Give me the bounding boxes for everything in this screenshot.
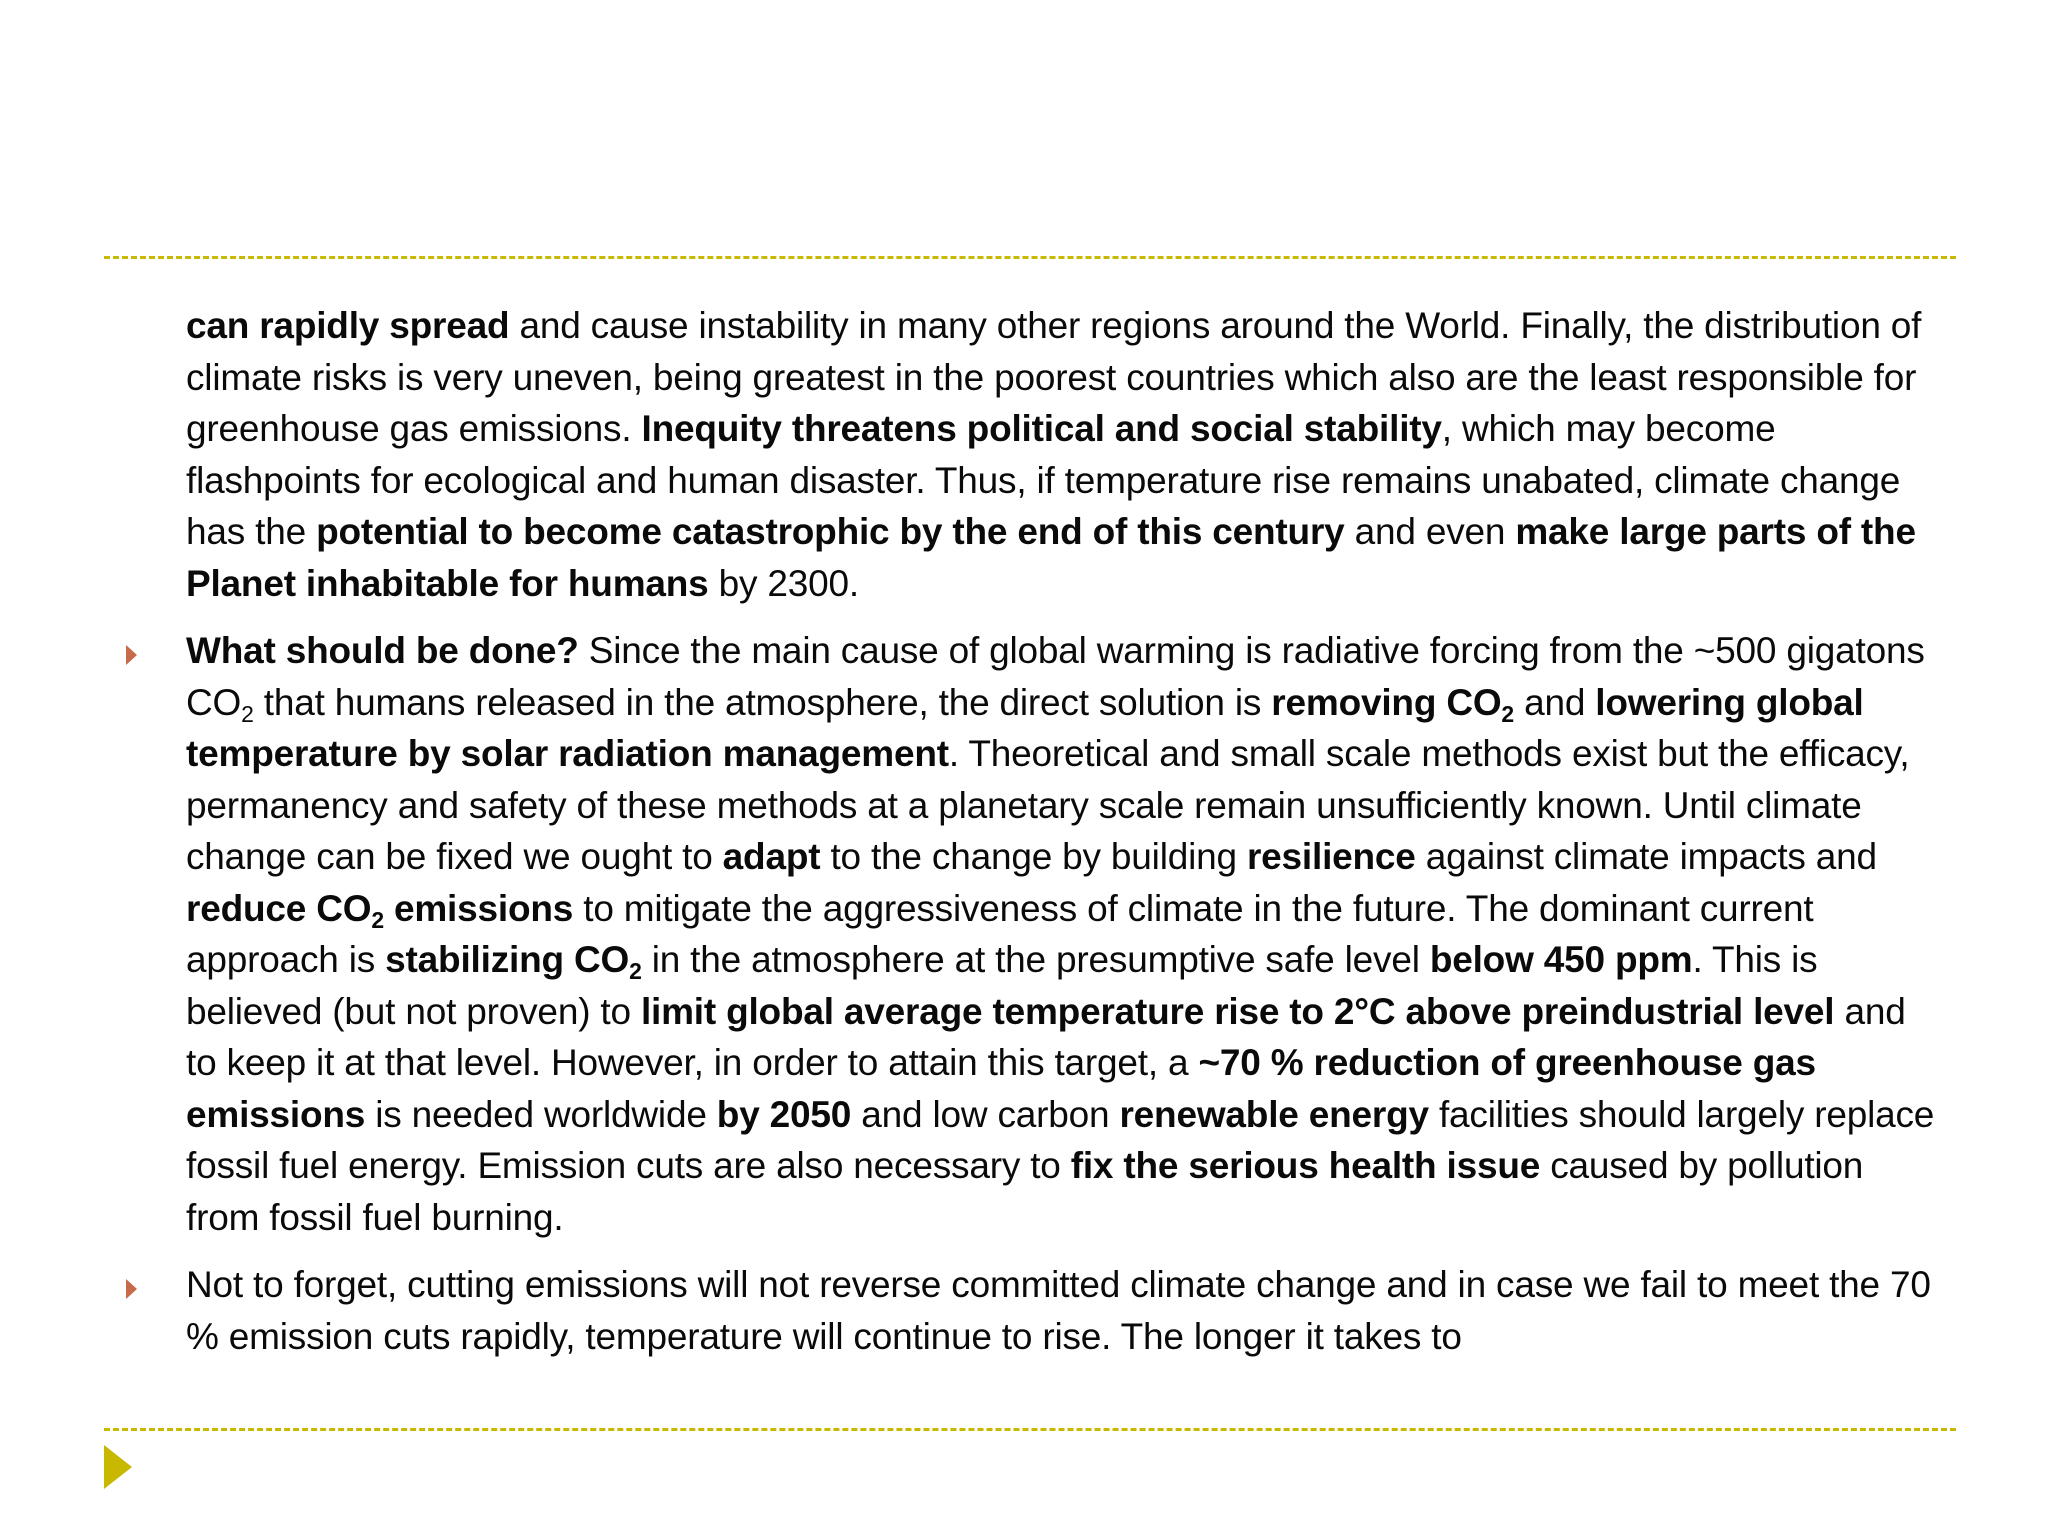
text-run: that humans released in the atmosphere, the direct solution is: [253, 681, 1272, 723]
bottom-divider: [104, 1428, 1956, 1431]
bold-text: lowering global temperature by solar radiation management: [186, 681, 1864, 774]
text-run: . Theoretical and small scale methods exist but the efficacy, permanency and safety of these methods at a planetary scale remain unsufficiently known. Until climate change can be fixed we ought to: [186, 733, 1910, 877]
bold-text: by 2050: [716, 1093, 852, 1135]
bold-text: potential to become catastrophic by the end of this century: [316, 511, 1345, 552]
text-run: and cause instability in many other regions around the World. Finally, the distribution of climate risks is very uneven, being greatest in the poorest countries which also are the least responsible for greenhouse gas emissions.: [186, 305, 1922, 449]
next-slide-arrow-icon[interactable]: [104, 1445, 132, 1489]
bold-text: can rapidly spread: [186, 305, 510, 346]
subscript-text: 2: [371, 906, 384, 933]
text-run: and: [1513, 681, 1596, 723]
triangle-right-bullet-icon: [126, 1279, 137, 1299]
text-run: and to keep it at that level. However, in order to attain this target, a: [186, 990, 1906, 1083]
bold-text: limit global average temperature rise to 2°C above preindustrial level: [640, 990, 1835, 1032]
text-run: Not to forget, cutting emissions will not reverse committed climate change and in case we fail to meet the 70 % emission cuts rapidly, temperature will continue to rise. The longer it takes to: [186, 1264, 1931, 1357]
bold-text: renewable energy: [1119, 1093, 1429, 1135]
subscript-text: 2: [629, 957, 642, 984]
text-run: is needed worldwide: [365, 1093, 717, 1135]
text-run: caused by pollution from fossil fuel burning.: [186, 1145, 1864, 1238]
bold-text: emissions: [383, 887, 574, 929]
bold-text: reduce CO: [186, 887, 372, 929]
subscript-text: 2: [241, 700, 254, 727]
bold-text: fix the serious health issue: [1070, 1145, 1541, 1186]
body-paragraph: [104, 625, 1944, 1243]
text-run: against climate impacts and: [1415, 836, 1877, 877]
bold-text: Inequity threatens political and social stability: [641, 408, 1442, 449]
body-paragraph: [104, 300, 1944, 609]
bold-text: removing CO: [1271, 681, 1502, 723]
text-run: by 2300.: [708, 562, 859, 604]
text-run: , which may become flashpoints for ecological and human disaster. Thus, if temperature rise remains unabated, climate change has the: [186, 408, 1901, 552]
bold-text: stabilizing CO: [385, 939, 630, 980]
bold-text: resilience: [1246, 836, 1416, 877]
bold-text: make large parts of the Planet inhabitable for humans: [186, 511, 1916, 604]
body-paragraph: [104, 1259, 1944, 1362]
slide-body: [104, 300, 1944, 1426]
text-run: Since the main cause of global warming is radiative forcing from the ~500 gigatons CO: [186, 630, 1925, 723]
bold-text: adapt: [722, 836, 821, 877]
triangle-right-bullet-icon: [126, 645, 137, 665]
text-run: to the change by building: [820, 836, 1247, 877]
text-run: . This is believed (but not proven) to: [186, 939, 1818, 1032]
text-run: and even: [1344, 511, 1516, 552]
text-run: in the atmosphere at the presumptive safe level: [641, 939, 1430, 980]
text-run: and low carbon: [851, 1093, 1120, 1135]
text-run: to mitigate the aggressiveness of climate in the future. The dominant current approach is: [186, 887, 1814, 980]
bold-text: ~70 % reduction of greenhouse gas emissions: [186, 1042, 1816, 1135]
subscript-text: 2: [1501, 700, 1514, 727]
text-run: facilities should largely replace fossil fuel energy. Emission cuts are also necessary to: [186, 1093, 1935, 1186]
bold-text: What should be done?: [186, 630, 579, 671]
top-divider: [104, 256, 1956, 259]
bold-text: below 450 ppm: [1429, 939, 1693, 980]
